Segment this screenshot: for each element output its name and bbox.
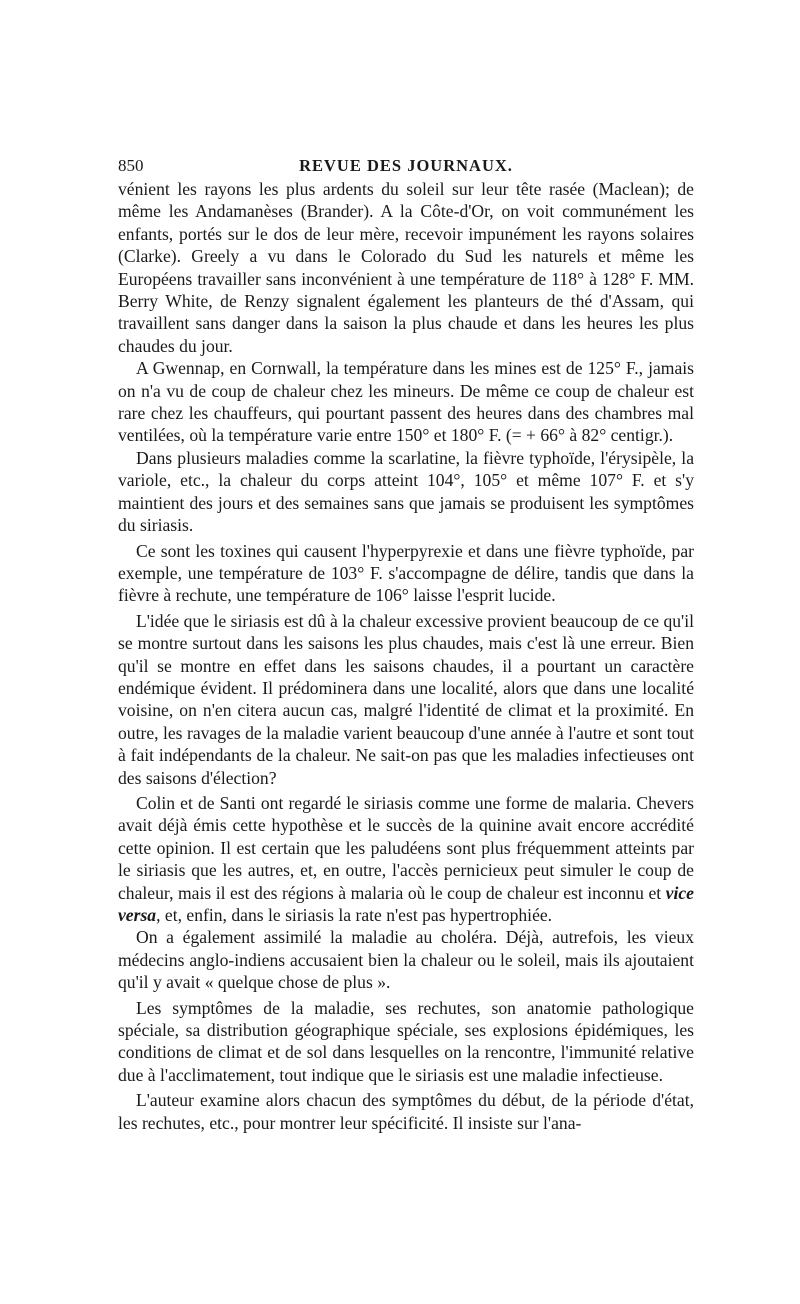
paragraph: On a également assimilé la maladie au choléra. Déjà, autrefois, les vieux médecins anglo-indiens accusaient bien la chaleur ou le soleil, mais ils ajoutaient qu'il y avait « quelque chose de plus ». (118, 927, 694, 993)
running-title: REVUE DES JOURNAUX. (299, 156, 513, 175)
paragraph-text: , et, enfin, dans le siriasis la rate n'est pas hypertrophiée. (156, 905, 553, 925)
paragraph (118, 792, 694, 926)
article-body (118, 178, 694, 1134)
paragraph: L'auteur examine alors chacun des symptômes du début, de la période d'état, les rechutes, etc., pour montrer leur spécificité. Il insiste sur l'ana- (118, 1090, 694, 1133)
page-header (118, 152, 694, 178)
paragraph: A Gwennap, en Cornwall, la température dans les mines est de 125° F., jamais on n'a vu de coup de chaleur chez les mineurs. De même ce coup de chaleur est rare chez les chauffeurs, qui pourtant passent des heures dans des chambres mal ventilées, où la température varie entre 150° et 180° F. (= + 66° à 82° centigr.). (118, 358, 694, 446)
emphasized-text: vice versa (118, 882, 694, 925)
paragraph: Dans plusieurs maladies comme la scarlatine, la fièvre typhoïde, l'érysipèle, la variole, etc., la chaleur du corps atteint 104°, 105° et même 107° F. et s'y maintient des jours et des semaines sans que jamais se produisent les symptômes du siriasis. (118, 447, 694, 536)
paragraph: Ce sont les toxines qui causent l'hyperpyrexie et dans une fièvre typhoïde, par exemple, une température de 103° F. s'accompagne de délire, tandis que dans la fièvre à rechute, une température de 106° laisse l'esprit lucide. (118, 540, 694, 606)
paragraph-text: Colin et de Santi ont regardé le siriasis comme une forme de malaria. Chevers avait déjà émis cette hypothèse et le succès de la quinine avait encore accrédité cette opinion. Il est certain que les paludéens sont plus fréquemment atteints par le siriasis que les autres, et, en outre, l'accès pernicieux peut simuler le coup de chaleur, mais il est des régions à malaria où le coup de chaleur est inconnu et (118, 792, 694, 903)
paragraph: L'idée que le siriasis est dû à la chaleur excessive provient beaucoup de ce qu'il se montre surtout dans les saisons les plus chaudes, mais c'est là une erreur. Bien qu'il se montre en effet dans les saisons chaudes, il a pourtant un caractère endémique évident. Il prédominera dans une localité, alors que dans une localité voisine, on n'en citera aucun cas, malgré l'identité de climat et la proximité. En outre, les ravages de la maladie varient beaucoup d'une année à l'autre et sont tout à fait indépendants de la chaleur. Ne sait-on pas que les maladies infectieuses ont des saisons d'élection? (118, 610, 694, 788)
page-number: 850 (118, 156, 144, 175)
page (118, 152, 694, 1134)
paragraph: vénient les rayons les plus ardents du soleil sur leur tête rasée (Maclean); de même les Andamanèses (Brander). A la Côte-d'Or, on voit communément les enfants, portés sur le dos de leur mère, recevoir impunément les rayons solaires (Clarke). Greely a vu dans le Colorado du Sud les naturels et même les Européens travailler sans inconvénient à une température de 118° à 128° F. MM. Berry White, de Renzy signalent également les planteurs de thé d'Assam, qui travaillent sans danger dans la saison la plus chaude et dans les heures les plus chaudes du jour. (118, 179, 694, 356)
paragraph: Les symptômes de la maladie, ses rechutes, son anatomie pathologique spéciale, sa distribution géographique spéciale, ses explosions épidémiques, les conditions de climat et de sol dans lesquelles on la rencontre, l'immunité relative due à l'acclimatement, tout indique que le siriasis est une maladie infectieuse. (118, 997, 694, 1085)
